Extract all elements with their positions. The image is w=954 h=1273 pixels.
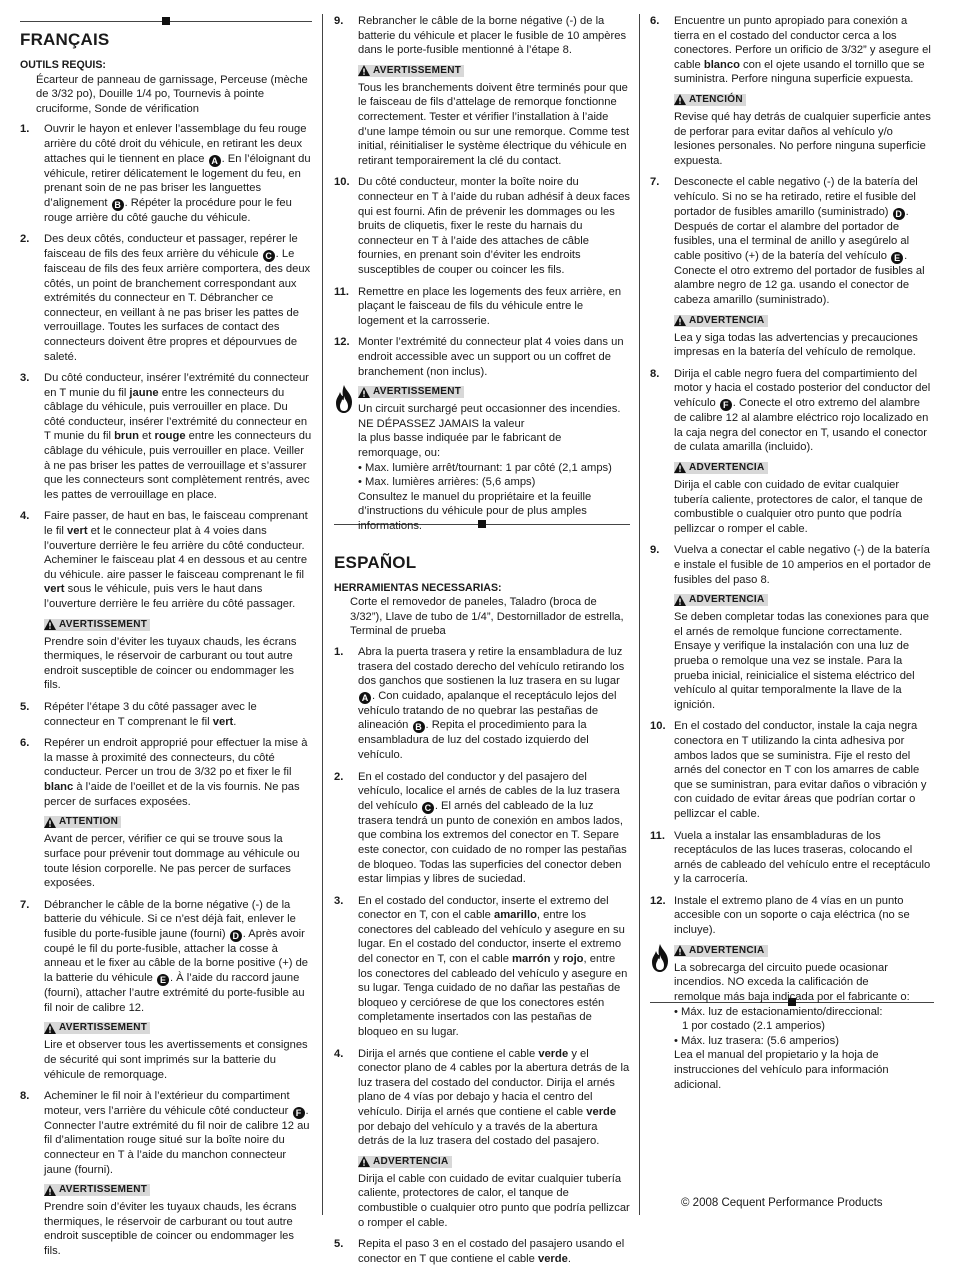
warning-triangle-icon (674, 94, 686, 105)
marker-f-icon: F (720, 399, 732, 411)
fire-icon (333, 384, 355, 414)
column-french-1 (20, 30, 312, 1266)
step-10: 10. En el costado del conductor, instale la caja negra conectora en T utilizando la cinta adhesiva por ambos lados que se suministra. Fije el resto del arnés del conector en T con los amarres de cable que se suministran, para evitar daños o vibración y con cuidado de evitar áreas que podrían cortar o pellizcar el cable. (650, 720, 927, 820)
tools-heading: OUTILS REQUIS: (20, 59, 106, 71)
warning-triangle-icon (44, 1185, 56, 1196)
fire-warning-box: AVERTISSEMENT Un circuit surchargé peut occasionner des incendies. NE DÉPASSEZ JAMAIS la valeur la plus basse indiquée par le fabricant de remorquage, ou: • Max. lumière arrêt/tournant: 1 par côté (2,1 amps) • Max. lumières arrières: (5,6 amps) Consultez le manuel du propriétaire et la feuille d’instructions du véhicule pour de plus amples informations. (358, 386, 630, 533)
warning-triangle-icon (44, 817, 56, 828)
warning-box: AVERTISSEMENT Prendre soin d’éviter les tuyaux chauds, les écrans thermiques, le réservoir de carburant ou tout autre endroit susceptible de coincer ou endommager les fils. (44, 618, 297, 692)
step-2: 2. Des deux côtés, conducteur et passager, repérer le faisceau de fils des feux arrière du véhicule C . Le faisceau de fils des feux arrière comportera, des deux côtés, un point de branchement correspondant aux extrémités du connecteur en T. Débrancher ce connecteur, en veillant à ne pas briser les pattes de verrouillage. Toutes les surfaces de contact des connecteurs doivent être propres et dépourvues de saleté. (20, 233, 311, 363)
tools-heading: HERRAMIENTAS NECESSARIAS: (334, 581, 502, 594)
marker-b-icon: B (413, 721, 425, 733)
marker-c-icon: C (263, 250, 275, 262)
step-11: 11. Remettre en place les logements des feux arrière, en plaçant le faisceau de fils du véhicule entre le logement et la carrosserie. (334, 285, 622, 327)
column-divider-2 (639, 14, 640, 1215)
marker-e-icon: E (891, 252, 903, 264)
step-7: 7. Débrancher le câble de la borne négative (-) de la batterie du véhicule. Si ce n’est déjà fait, enlever le fusible du porte-fusible jaune (fourni) D . Après avoir coupé le fil du porte-fusible, attacher la cosse à anneau et le fixer au câble de la borne positive (+) de la batterie du véhicule E . À l’aide du raccord jaune (fourni), attacher l’autre extrémité du porte-fusible au fil noir de calibre 12. (20, 898, 309, 1014)
warning-triangle-icon (674, 595, 686, 606)
tools-list: Corte el removedor de paneles, Taladro (broca de 3/32”), Llave de tubo de 1/4”, Destornillador de estrella, Terminal de prueba (350, 596, 624, 638)
step-5: 5. Répéter l’étape 3 du côté passager avec le connecteur en T comprenant le fil vert. (20, 701, 257, 728)
step-8: 8. Dirija el cable negro fuera del compartimiento del motor y hacia el costado posterior del conductor del vehículo F . Conecte el otro extremo del alambre de calibre 12 al alambre eléctrico rojo localizado en la caja negra del conector en T, usando el conector de culata amarilla (incluido). (650, 367, 931, 454)
step-9: 9. Vuelva a conectar el cable negativo (-) de la batería e instale el fusible de 10 amperios en el portador de fusibles del paso 8. (650, 544, 931, 586)
warning-box: AVERTISSEMENT Tous les branchements doivent être terminés pour que le faisceau de fils d’attelage de remorque fonctionne correctement. Tester et vérifier l’installation à l’aide d’une lampe témoin ou sur une remorque. Comme test initial, réinitialiser le système électrique du véhicule en retirant temporairement la clé du contact. (358, 64, 630, 167)
fire-warning-box: ADVERTENCIA La sobrecarga del circuito puede ocasionar incendios. NO exceda la calificación de remolque más baja indicada por el fabricante o: • Máx. luz de estacionamiento/direccional: 1 por costado (2.1 amperios) • Máx. luz trasera: (5.6 amperios) Lea el manual del propietario y la hoja de instrucciones del vehículo para información adicional. (674, 945, 934, 1092)
section-title-french: FRANÇAIS (20, 30, 110, 49)
attention-box: ATENCIÓN Revise qué hay detrás de cualquier superficie antes de perforar para evitar daños al vehículo y/o lesiones personales. No perfore ninguna superficie expuesta. (674, 93, 931, 167)
marker-e-icon: E (157, 974, 169, 986)
marker-d-icon: D (230, 930, 242, 942)
warning-triangle-icon (674, 945, 686, 956)
fire-icon (649, 943, 671, 973)
warning-box: ADVERTENCIA Lea y siga todas las advertencias y precauciones impresas en la batería del vehículo de remolque. (674, 314, 918, 359)
step-3: 3. Du côté conducteur, insérer l’extrémité du connecteur en T munie du fil jaune entre les connecteurs du câblage du véhicule, puis verrouiller en place. Du côté conducteur, insérer l’extrémité du connecteur en T munie du fil brun et rouge entre les connecteurs du câblage du véhicule, puis verrouiller en place. Veiller à ne pas briser les pattes de verrouillage et s’assurer que les connecteurs sont complètement rentrés, avec les pattes de verrouillage en place. (20, 372, 312, 501)
attention-box: ATTENTION Avant de percer, vérifier ce qui se trouve sous la surface pour prévenir tout dommage au véhicule ou toute lésion corporelle. Ne pas percer de surfaces exposées. (44, 816, 300, 890)
step-10: 10. Du côté conducteur, monter la boîte noire du connecteur en T à l’aide du ruban adhésif à deux faces qui est fourni. Afin de prévenir les dommages ou les bruits de cliquetis, fixer le reste du harnais du connecteur en T à l’aide des attaches de câble fournies, en prenant soin d’éviter les endroits susceptibles de couper ou coincer les fils. (334, 176, 631, 276)
marker-a-icon: A (359, 692, 371, 704)
marker-a-icon: A (209, 155, 221, 167)
warning-triangle-icon (358, 387, 370, 398)
warning-triangle-icon (44, 619, 56, 630)
step-6: 6. Repérer un endroit approprié pour effectuer la mise à la masse à proximité des connecteurs, du côté conducteur. Percer un trou de 3/32 po et fixer le fil blanc à l’aide de l’oeillet et de la vis fournis. Ne pas percer de surfaces exposées. (20, 737, 308, 808)
step-5: 5. Repita el paso 3 en el costado del pasajero usando el conector en T que contiene el cable verde. (334, 1238, 625, 1265)
warning-triangle-icon (674, 315, 686, 326)
step-12: 12. Monter l’extrémité du connecteur plat 4 voies dans un endroit accessible avec un support ou un coffret de branchement (non inclus). (334, 336, 624, 378)
step-1: 1. Ouvrir le hayon et enlever l’assemblage du feu rouge arrière du côté droit du véhicule, en retirant les deux attaches qui le tiennent en place A . En l’éloignant du véhicule, retirer délicatement le logement du feu, en prenant soin de ne pas briser les languettes d’alignement B . Répéter la procédure pour le feu rouge arrière du côté gauche du véhicule. (20, 123, 311, 224)
rule-marker (162, 17, 170, 25)
warning-triangle-icon (358, 1156, 370, 1167)
warning-box: ADVERTENCIA Se deben completar todas las conexiones para que el arnés de remolque funcione correctamente. Ensaye y verifique la instalación con una luz de prueba o remolque una vez se instale. Para la prueba inicial, reinicialice el sistema eléctrico del vehículo al quitar temporalmente la llave de la ignición. (674, 594, 929, 711)
step-8: 8. Acheminer le fil noir à l’extérieur du compartiment moteur, vers l’arrière du véhicule côté conducteur F . Connecter l’autre extrémité du fil noir de calibre 12 au fil d’alimentation rouge situé sur la boîte noire du connecteur en T à l’aide du manchon connecteur jaune (fourni). (20, 1090, 310, 1176)
step-11: 11. Vuela a instalar las ensambladuras de los receptáculos de las luces traseras, colocando el arnés de cableado del vehículo entre el receptáculo y la carrocería. (650, 829, 931, 886)
column-spanish-2 (650, 14, 934, 1099)
marker-f-icon: F (293, 1107, 305, 1119)
tools-list: Écarteur de panneau de garnissage, Perceuse (mèche de 3/32 po), Douille 1/4 po, Tournevis à pointe cruciforme, Sonde de vérification (36, 73, 308, 115)
step-7: 7. Desconecte el cable negativo (-) de la batería del vehículo. Si no se ha retirado, retire el fusible del portador de fusibles amarillo (suministrado) D . Después de cortar el alambre del portador de fusibles, una el terminal de anillo y asegúrelo al cable positivo (+) de la batería del vehículo E . Conecte el otro extremo del portador de fusibles al alambre negro de 12 ga. usando el conector de cabeza amarillo (suministrado). (650, 176, 925, 306)
warning-box: ADVERTENCIA Dirija el cable con cuidado de evitar cualquier tubería caliente, protectores de calor, el tanque de combustible o cualquier otro punto que podría pellizcar o romper el cable. (358, 1155, 630, 1229)
step-4: 4. Dirija el arnés que contiene el cable verde y el conector plano de 4 cables por la abertura detrás de la luz trasera del costado del conductor. Dirija el arnés plano de 4 vías por debajo y hacia el centro del vehículo. Dirija el arnés que contiene el cable verde por debajo del vehículo y a través de la abertura detrás de la luz trasera del costado del pasajero. (334, 1047, 630, 1148)
marker-b-icon: B (112, 199, 124, 211)
column-middle (334, 14, 630, 1273)
step-12: 12. Instale el extremo plano de 4 vías en un punto accesible con un soporte o caja eléctrica (no se incluye). (650, 894, 910, 937)
warning-box: ADVERTENCIA Dirija el cable con cuidado de evitar cualquier tubería caliente, protectores de calor, el tanque de combustible o cualquier otro punto que podría pellizcar o romper el cable. (674, 461, 923, 535)
marker-c-icon: C (422, 802, 434, 814)
step-6: 6. Encuentre un punto apropiado para conexión a tierra en el costado del conductor cerca a los conectores. Perfore un orificio de 3/32” y asegure el cable blanco con el ojete usando el tornillo que se suministra. Perfore ninguna superficie expuesta. (650, 15, 931, 86)
marker-d-icon: D (893, 208, 905, 220)
section-title-spanish: ESPAÑOL (334, 552, 417, 572)
warning-triangle-icon (358, 65, 370, 76)
step-2: 2. En el costado del conductor y del pasajero del vehículo, localice el arnés de cables de la luz trasera del vehículo C . El arnés del cableado de la luz trasera tendrá un punto de conexión en ambos lados, que combina los extremos del conector en T. Separe este conector, con cuidado de no romper las pestañas de bloqueo. Todas las superficies del conector deben estar limpias y libres de suciedad. (334, 770, 627, 886)
step-3: 3. En el costado del conductor, inserte el extremo del conector en T, con el cable amarillo, entre los conectores del cableado del vehículo y asegure en su lugar. En el costado del conductor, inserte el extremo del conector en T, con el cable marrón y rojo, entre los conectores del cableado del vehículo y asegure en su lugar. Tenga cuidado de no dañar las pestañas de bloqueo y cerciórese de que los conectores estén completamente insertados con las pestañas de bloqueo en su lugar. (334, 894, 628, 1039)
step-1: 1. Abra la puerta trasera y retire la ensambladura de luz trasera del costado derecho del vehículo retirando los dos ganchos que sostienen la luz trasera en su lugar A . Con cuidado, apalanque el receptáculo lejos del vehículo tratando de no quebrar las pestañas de alineación B . Repita el procedimiento para la ensambladura de luz del costado izquierdo del vehículo. (334, 645, 625, 761)
warning-triangle-icon (674, 462, 686, 473)
warning-box: AVERTISSEMENT Lire et observer tous les avertissements et consignes de sécurité qui sont imprimés sur la batterie du véhicule de remorquage. (44, 1022, 308, 1081)
warning-triangle-icon (44, 1023, 56, 1034)
copyright-notice: © 2008 Cequent Performance Products (681, 1197, 883, 1209)
warning-box: AVERTISSEMENT Prendre soin d’éviter les tuyaux chauds, les écrans thermiques, le réservoir de carburant ou tout autre endroit susceptible de coincer ou endommager les fils. (44, 1184, 297, 1257)
column-divider-1 (322, 14, 323, 1215)
step-4: 4. Faire passer, de haut en bas, le faisceau comprenant le fil vert et le connecteur plat à 4 voies dans l’ouverture derrière le feu arrière du côté conducteur. Acheminer le faisceau plat 4 en dessous et au centre du véhicule. aire passer le faisceau comprenant le fil vert sous le véhicule, puis vers le haut dans l’ouverture derrière le feu arrière du côté passager. (20, 510, 308, 610)
step-9: 9. Rebrancher le câble de la borne négative (-) de la batterie du véhicule et placer le fusible de 10 ampères dans le porte-fusible mentionné à l’étape 8. (334, 15, 627, 57)
